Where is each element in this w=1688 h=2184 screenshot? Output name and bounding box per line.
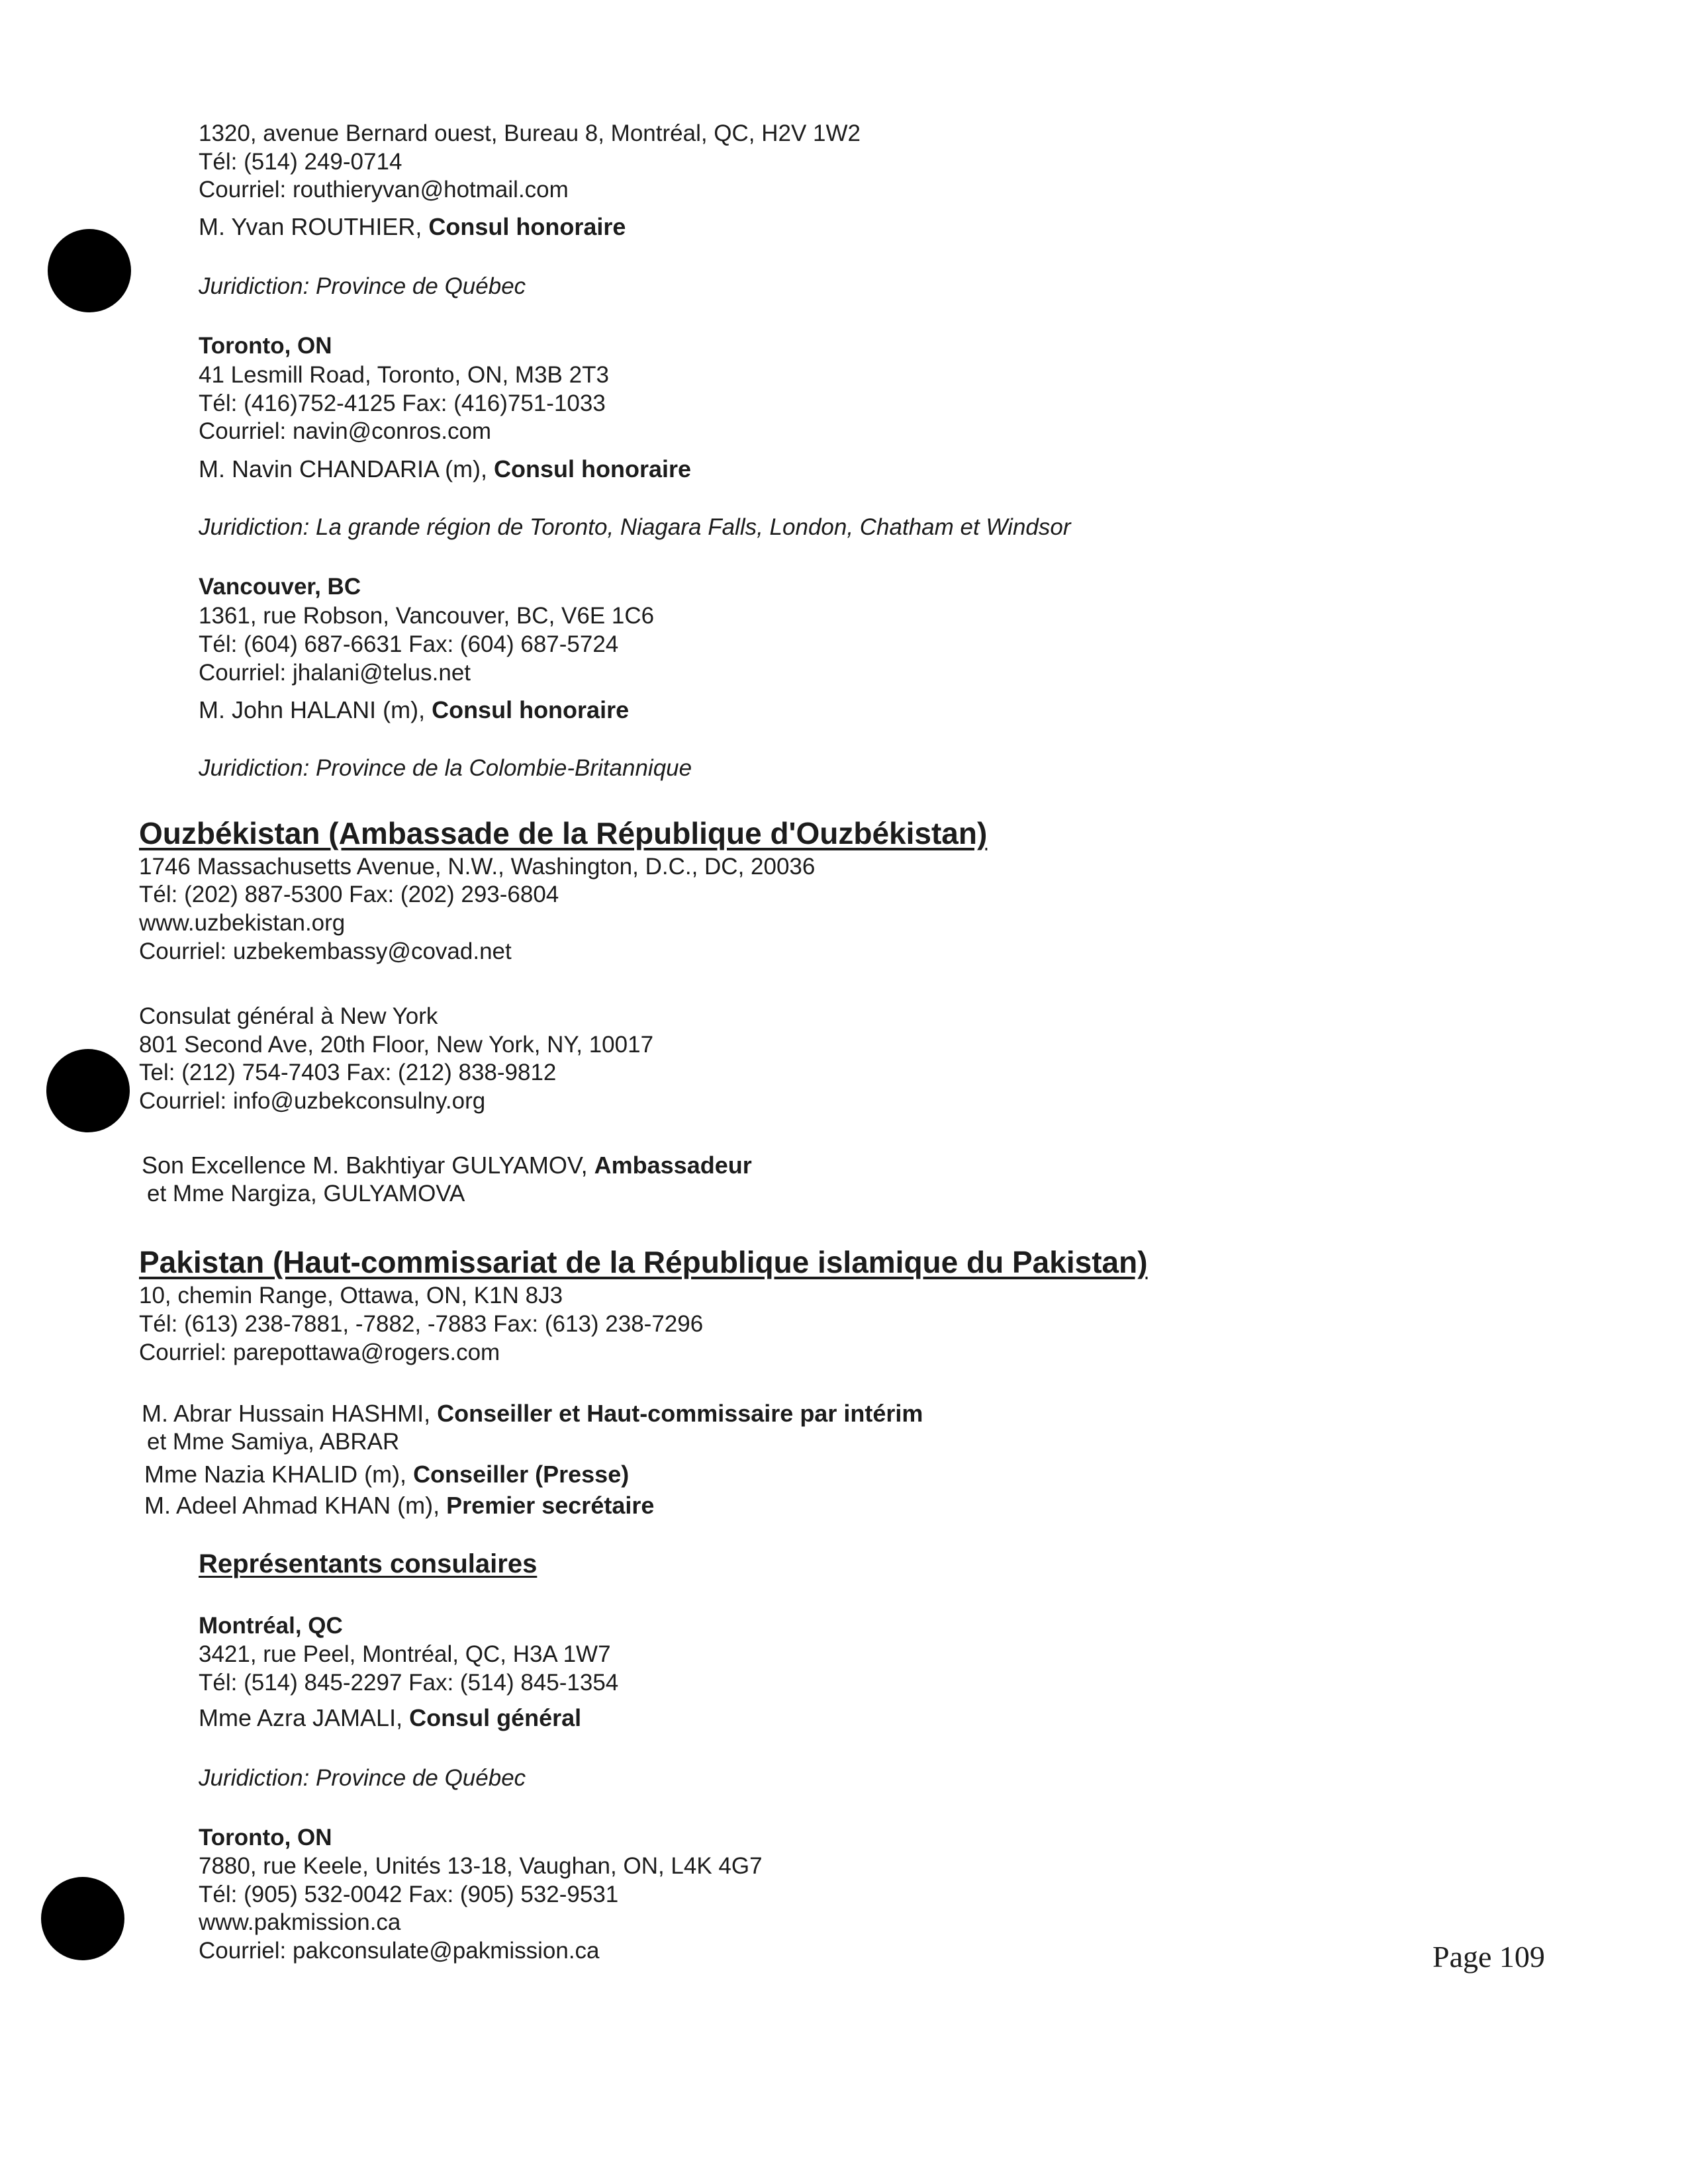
pakistan-staff-3-name: M. Adeel Ahmad KHAN (m), — [144, 1492, 447, 1519]
uzbekistan-address: 1746 Massachusetts Avenue, N.W., Washington, D.C., DC, 20036 — [139, 854, 816, 880]
chandaria-tel: Tél: (416)752-4125 Fax: (416)751-1033 — [199, 390, 606, 416]
pakistan-montreal-person — [199, 1704, 581, 1732]
pakistan-staff-1-name: M. Abrar Hussain HASHMI, — [142, 1400, 438, 1427]
halani-person — [199, 696, 629, 724]
halani-tel: Tél: (604) 687-6631 Fax: (604) 687-5724 — [199, 631, 619, 657]
uzbekistan-consulate-tel: Tel: (212) 754-7403 Fax: (212) 838-9812 — [139, 1060, 557, 1085]
routhier-person-name: M. Yvan ROUTHIER, — [199, 213, 429, 240]
pakistan-toronto-address: 7880, rue Keele, Unités 13-18, Vaughan, ON, L4K 4G7 — [199, 1853, 763, 1879]
pakistan-montreal-address: 3421, rue Peel, Montréal, QC, H3A 1W7 — [199, 1641, 611, 1667]
pakistan-toronto-email: Courriel: pakconsulate@pakmission.ca — [199, 1938, 600, 1964]
routhier-email: Courriel: routhieryvan@hotmail.com — [199, 177, 569, 203]
pakistan-staff-3-title: Premier secrétaire — [446, 1492, 655, 1519]
uzbekistan-email: Courriel: uzbekembassy@covad.net — [139, 938, 512, 964]
punch-hole-bottom — [41, 1877, 124, 1960]
pakistan-staff-2 — [144, 1461, 629, 1488]
pakistan-montreal-person-name: Mme Azra JAMALI, — [199, 1704, 410, 1731]
pakistan-staff-3 — [144, 1492, 654, 1520]
punch-hole-middle — [46, 1049, 130, 1132]
pakistan-montreal-tel: Tél: (514) 845-2297 Fax: (514) 845-1354 — [199, 1670, 619, 1696]
chandaria-person-title: Consul honoraire — [494, 455, 692, 482]
uzbekistan-consulate-address: 801 Second Ave, 20th Floor, New York, NY, 10017 — [139, 1032, 654, 1058]
halani-city: Vancouver, BC — [199, 574, 361, 600]
uzbekistan-heading: Ouzbékistan (Ambassade de la République d'Ouzbékistan) — [139, 816, 988, 850]
page-number: Page 109 — [1432, 1940, 1545, 1974]
routhier-jurisdiction: Juridiction: Province de Québec — [199, 273, 526, 299]
routhier-tel: Tél: (514) 249-0714 — [199, 149, 402, 175]
pakistan-email: Courriel: parepottawa@rogers.com — [139, 1340, 500, 1365]
pakistan-toronto-tel: Tél: (905) 532-0042 Fax: (905) 532-9531 — [199, 1882, 619, 1907]
pakistan-montreal-jurisdiction: Juridiction: Province de Québec — [199, 1765, 526, 1791]
pakistan-staff-1 — [142, 1400, 923, 1428]
pakistan-staff-1-spouse: et Mme Samiya, ABRAR — [147, 1429, 400, 1455]
chandaria-jurisdiction: Juridiction: La grande région de Toronto, Niagara Falls, London, Chatham et Windsor — [199, 514, 1071, 540]
pakistan-consular-heading: Représentants consulaires — [199, 1549, 538, 1578]
uzbekistan-spouse: et Mme Nargiza, GULYAMOVA — [147, 1181, 465, 1206]
uzbekistan-consulate-email: Courriel: info@uzbekconsulny.org — [139, 1088, 486, 1114]
pakistan-heading: Pakistan (Haut-commissariat de la République islamique du Pakistan) — [139, 1245, 1148, 1279]
pakistan-montreal-person-title: Consul général — [409, 1704, 582, 1731]
uzbekistan-ambassador — [142, 1152, 752, 1179]
routhier-person-title: Consul honoraire — [428, 213, 626, 240]
chandaria-email: Courriel: navin@conros.com — [199, 418, 492, 444]
uzbekistan-website: www.uzbekistan.org — [139, 910, 346, 936]
uzbekistan-tel: Tél: (202) 887-5300 Fax: (202) 293-6804 — [139, 882, 559, 907]
halani-person-name: M. John HALANI (m), — [199, 696, 432, 723]
pakistan-montreal-city: Montréal, QC — [199, 1613, 343, 1639]
uzbekistan-ambassador-name: Son Excellence M. Bakhtiyar GULYAMOV, — [142, 1152, 594, 1179]
uzbekistan-ambassador-title: Ambassadeur — [594, 1152, 752, 1179]
chandaria-person-name: M. Navin CHANDARIA (m), — [199, 455, 494, 482]
pakistan-staff-2-name: Mme Nazia KHALID (m), — [144, 1461, 414, 1488]
uzbekistan-consulate-name: Consulat général à New York — [139, 1003, 438, 1029]
chandaria-city: Toronto, ON — [199, 333, 332, 359]
pakistan-staff-1-title: Conseiller et Haut-commissaire par intérim — [437, 1400, 923, 1427]
chandaria-address: 41 Lesmill Road, Toronto, ON, M3B 2T3 — [199, 362, 609, 388]
halani-email: Courriel: jhalani@telus.net — [199, 660, 471, 686]
pakistan-staff-2-title: Conseiller (Presse) — [413, 1461, 630, 1488]
punch-hole-top — [48, 229, 131, 312]
pakistan-address: 10, chemin Range, Ottawa, ON, K1N 8J3 — [139, 1283, 563, 1308]
routhier-person — [199, 213, 626, 241]
pakistan-tel: Tél: (613) 238-7881, -7882, -7883 Fax: (613) 238-7296 — [139, 1311, 704, 1337]
halani-person-title: Consul honoraire — [432, 696, 630, 723]
pakistan-toronto-website: www.pakmission.ca — [199, 1909, 401, 1935]
halani-address: 1361, rue Robson, Vancouver, BC, V6E 1C6 — [199, 603, 655, 629]
chandaria-person — [199, 455, 691, 483]
pakistan-toronto-city: Toronto, ON — [199, 1825, 332, 1850]
halani-jurisdiction: Juridiction: Province de la Colombie-Britannique — [199, 755, 692, 781]
routhier-address: 1320, avenue Bernard ouest, Bureau 8, Montréal, QC, H2V 1W2 — [199, 120, 861, 146]
